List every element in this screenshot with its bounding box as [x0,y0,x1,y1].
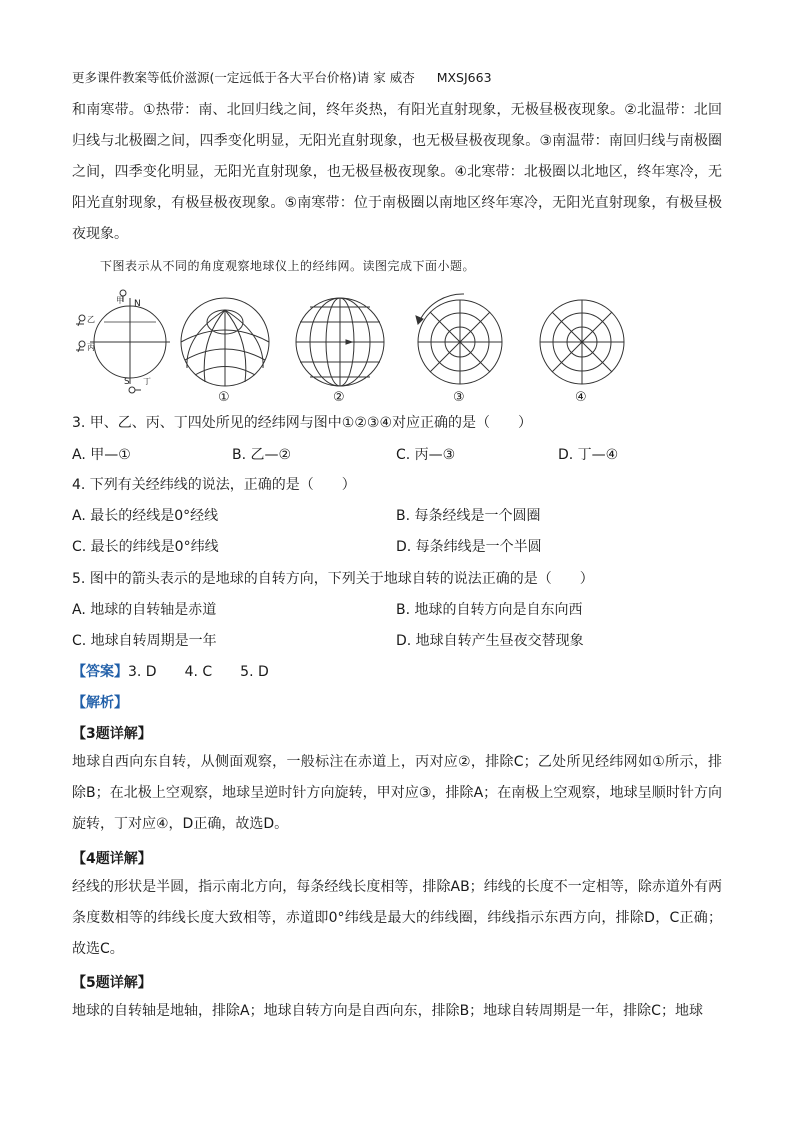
person-yi: 乙 [87,315,95,324]
person-ding: 丁 [143,377,151,386]
detail-3-tag: 【3题详解】 [72,726,152,742]
person-jia: 甲 [116,296,124,305]
north-label: N [134,299,141,309]
header-code: MXSJ663 [436,70,492,85]
globe-4 [540,300,624,384]
figure-intro: 下图表示从不同的角度观察地球仪上的经纬网。读图完成下面小题。 [100,259,476,273]
globe-3-label: ③ [453,390,465,405]
q4-option-c: C. 最长的纬线是0°纬线 [72,539,219,555]
detail-5-tag: 【5题详解】 [72,975,152,991]
q5-option-a: A. 地球的自转轴是赤道 [72,602,217,618]
climate-zone-paragraph: 和南寒带。①热带：南、北回归线之间，终年炎热，有阳光直射现象，无极昼极夜现象。②北温带：北回归线与北极圈之间，四季变化明显，无阳光直射现象，也无极昼极夜现象。③南温带：南回归线与南极圈之间，四季变化明显，无阳光直射现象，也无极昼极夜现象。④北寒带：北极圈以北地区，终年寒冷，无阳光直射现象，有极昼极夜现象。⑤南寒带：位于南极圈以南地区终年寒冷，无阳光直射现象，有极昼极夜现象。 [72,102,722,242]
globe-2-label: ② [333,390,345,405]
q4-option-a: A. 最长的经线是0°经线 [72,508,219,524]
side-globe [76,290,170,393]
globe-4-label: ④ [575,390,587,405]
globe-1-label: ① [218,390,230,405]
answer-line [72,661,269,681]
q5-option-c: C. 地球自转周期是一年 [72,633,217,649]
globe-1 [181,298,269,386]
person-bing: 丙 [87,343,95,352]
q3-option-a: A. 甲—① [72,447,131,463]
q4-option-d: D. 每条纬线是一个半圆 [396,539,542,555]
q5-option-d: D. 地球自转产生昼夜交替现象 [396,633,584,649]
page-header [72,68,492,86]
globe-2 [296,298,384,386]
q3-stem: 3. 甲、乙、丙、丁四处所见的经纬网与图中①②③④对应正确的是（ ） [72,415,533,431]
q4-stem: 4. 下列有关经纬线的说法，正确的是（ ） [72,477,356,493]
q3-option-b: B. 乙—② [232,447,292,463]
detail-3-text: 地球自西向东自转，从侧面观察，一般标注在赤道上，丙对应②，排除C；乙处所见经纬网如①所示，排除B；在北极上空观察，地球呈逆时针方向旋转，甲对应③，排除A；在南极上空观察，地球呈顺时针方向旋转，丁对应④，D正确，故选D。 [72,754,722,832]
south-label: S [124,377,130,387]
analysis-tag: 【解析】 [72,695,128,711]
detail-4-text: 经线的形状是半圆，指示南北方向，每条经线长度相等，排除AB；纬线的长度不一定相等，除赤道外有两条度数相等的纬线长度大致相等，赤道即0°纬线是最大的纬线圈，纬线指示东西方向，排除D，C正确；故选C。 [72,879,722,957]
detail-4-tag: 【4题详解】 [72,851,152,867]
q4-option-b: B. 每条经线是一个圆圈 [396,508,541,524]
globe-3 [418,294,502,384]
q5-option-b: B. 地球的自转方向是自东向西 [396,602,583,618]
q5-stem: 5. 图中的箭头表示的是地球的自转方向，下列关于地球自转的说法正确的是（ ） [72,571,594,587]
answer-tag: 【答案】 [72,664,128,680]
q3-option-c: C. 丙—③ [396,447,456,463]
globe-figure [60,280,660,405]
answer-text: 3. D 4. C 5. D [128,664,269,680]
header-text: 更多课件教案等低价滋源(一定远低于各大平台价格)请 家 威杏 [72,70,415,85]
q3-option-d: D. 丁—④ [558,447,619,463]
detail-5-text: 地球的自转轴是地轴，排除A；地球自转方向是自西向东，排除B；地球自转周期是一年，排除C；地球 [72,1003,703,1019]
